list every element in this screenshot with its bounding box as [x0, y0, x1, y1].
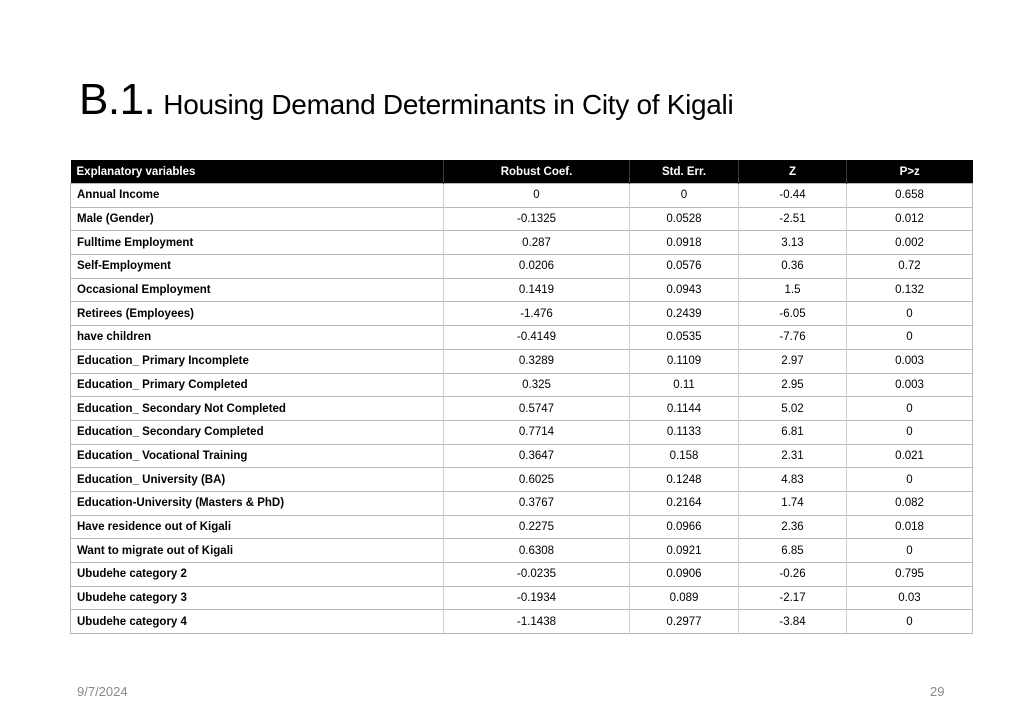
cell-std-err: 0.0921 [630, 539, 739, 563]
cell-z: -6.05 [739, 302, 847, 326]
cell-p-value: 0 [847, 302, 973, 326]
cell-p-value: 0.132 [847, 278, 973, 302]
cell-robust-coef: -1.476 [444, 302, 630, 326]
table-row [71, 255, 973, 279]
cell-p-value: 0.72 [847, 255, 973, 279]
cell-variable: Education_ Vocational Training [71, 444, 444, 468]
cell-robust-coef: -0.1325 [444, 207, 630, 231]
cell-robust-coef: 0.325 [444, 373, 630, 397]
table-row [71, 184, 973, 208]
cell-variable: Annual Income [71, 184, 444, 208]
cell-std-err: 0.0906 [630, 563, 739, 587]
table-row [71, 302, 973, 326]
cell-robust-coef: 0 [444, 184, 630, 208]
header-p-value: P>z [847, 160, 973, 184]
cell-variable: Want to migrate out of Kigali [71, 539, 444, 563]
cell-variable: Male (Gender) [71, 207, 444, 231]
cell-robust-coef: 0.6308 [444, 539, 630, 563]
cell-p-value: 0.003 [847, 349, 973, 373]
cell-p-value: 0 [847, 326, 973, 350]
table-row [71, 563, 973, 587]
cell-p-value: 0 [847, 539, 973, 563]
cell-robust-coef: 0.3289 [444, 349, 630, 373]
cell-z: 2.97 [739, 349, 847, 373]
cell-variable: Fulltime Employment [71, 231, 444, 255]
cell-p-value: 0.03 [847, 586, 973, 610]
table-row [71, 586, 973, 610]
cell-robust-coef: -0.4149 [444, 326, 630, 350]
table-row [71, 468, 973, 492]
cell-z: -0.26 [739, 563, 847, 587]
cell-variable: have children [71, 326, 444, 350]
header-explanatory-variables: Explanatory variables [71, 160, 444, 184]
cell-std-err: 0 [630, 184, 739, 208]
table-body [71, 184, 973, 634]
footer-date: 9/7/2024 [77, 684, 128, 699]
cell-variable: Education_ University (BA) [71, 468, 444, 492]
cell-robust-coef: 0.6025 [444, 468, 630, 492]
cell-z: 3.13 [739, 231, 847, 255]
table-row [71, 515, 973, 539]
cell-p-value: 0 [847, 397, 973, 421]
cell-p-value: 0.658 [847, 184, 973, 208]
cell-std-err: 0.0966 [630, 515, 739, 539]
cell-p-value: 0 [847, 420, 973, 444]
slide-title [79, 75, 734, 124]
cell-robust-coef: 0.0206 [444, 255, 630, 279]
table-header-row [71, 160, 973, 184]
cell-z: 2.36 [739, 515, 847, 539]
cell-variable: Education_ Primary Completed [71, 373, 444, 397]
cell-p-value: 0.021 [847, 444, 973, 468]
cell-z: -0.44 [739, 184, 847, 208]
cell-p-value: 0 [847, 610, 973, 634]
header-std-err: Std. Err. [630, 160, 739, 184]
cell-z: -3.84 [739, 610, 847, 634]
cell-z: -2.17 [739, 586, 847, 610]
cell-variable: Occasional Employment [71, 278, 444, 302]
cell-std-err: 0.2164 [630, 491, 739, 515]
cell-robust-coef: 0.3767 [444, 491, 630, 515]
cell-std-err: 0.1144 [630, 397, 739, 421]
cell-std-err: 0.089 [630, 586, 739, 610]
table-row [71, 397, 973, 421]
cell-std-err: 0.11 [630, 373, 739, 397]
cell-p-value: 0 [847, 468, 973, 492]
cell-robust-coef: 0.7714 [444, 420, 630, 444]
cell-variable: Ubudehe category 4 [71, 610, 444, 634]
cell-p-value: 0.012 [847, 207, 973, 231]
cell-p-value: 0.002 [847, 231, 973, 255]
cell-robust-coef: 0.3647 [444, 444, 630, 468]
table-row [71, 491, 973, 515]
cell-z: -7.76 [739, 326, 847, 350]
footer-page-number: 29 [930, 684, 945, 699]
cell-std-err: 0.1109 [630, 349, 739, 373]
cell-std-err: 0.158 [630, 444, 739, 468]
cell-p-value: 0.795 [847, 563, 973, 587]
cell-robust-coef: 0.287 [444, 231, 630, 255]
cell-std-err: 0.1248 [630, 468, 739, 492]
cell-z: 2.95 [739, 373, 847, 397]
table-row [71, 231, 973, 255]
cell-std-err: 0.0528 [630, 207, 739, 231]
cell-variable: Ubudehe category 2 [71, 563, 444, 587]
cell-z: 1.74 [739, 491, 847, 515]
cell-z: 4.83 [739, 468, 847, 492]
cell-robust-coef: 0.5747 [444, 397, 630, 421]
cell-z: 6.81 [739, 420, 847, 444]
cell-variable: Have residence out of Kigali [71, 515, 444, 539]
cell-std-err: 0.2439 [630, 302, 739, 326]
cell-std-err: 0.2977 [630, 610, 739, 634]
table-row [71, 349, 973, 373]
cell-std-err: 0.0535 [630, 326, 739, 350]
cell-robust-coef: -0.0235 [444, 563, 630, 587]
cell-std-err: 0.0918 [630, 231, 739, 255]
table-row [71, 539, 973, 563]
title-section-number: B.1. [79, 75, 156, 124]
cell-variable: Education_ Secondary Completed [71, 420, 444, 444]
cell-robust-coef: -1.1438 [444, 610, 630, 634]
cell-variable: Self-Employment [71, 255, 444, 279]
cell-z: -2.51 [739, 207, 847, 231]
header-robust-coef: Robust Coef. [444, 160, 630, 184]
table-row [71, 278, 973, 302]
cell-robust-coef: 0.1419 [444, 278, 630, 302]
table-row [71, 610, 973, 634]
cell-p-value: 0.018 [847, 515, 973, 539]
cell-p-value: 0.082 [847, 491, 973, 515]
table-row [71, 373, 973, 397]
header-z: Z [739, 160, 847, 184]
table-row [71, 326, 973, 350]
cell-robust-coef: 0.2275 [444, 515, 630, 539]
cell-std-err: 0.0576 [630, 255, 739, 279]
cell-variable: Education_ Primary Incomplete [71, 349, 444, 373]
table-row [71, 444, 973, 468]
cell-variable: Education_ Secondary Not Completed [71, 397, 444, 421]
cell-robust-coef: -0.1934 [444, 586, 630, 610]
title-text: Housing Demand Determinants in City of Kigali [163, 89, 734, 120]
cell-z: 0.36 [739, 255, 847, 279]
cell-std-err: 0.0943 [630, 278, 739, 302]
regression-table [70, 160, 973, 634]
cell-z: 5.02 [739, 397, 847, 421]
table-row [71, 207, 973, 231]
cell-variable: Retirees (Employees) [71, 302, 444, 326]
cell-z: 1.5 [739, 278, 847, 302]
cell-z: 2.31 [739, 444, 847, 468]
table-row [71, 420, 973, 444]
cell-std-err: 0.1133 [630, 420, 739, 444]
cell-z: 6.85 [739, 539, 847, 563]
cell-variable: Education-University (Masters & PhD) [71, 491, 444, 515]
cell-variable: Ubudehe category 3 [71, 586, 444, 610]
cell-p-value: 0.003 [847, 373, 973, 397]
